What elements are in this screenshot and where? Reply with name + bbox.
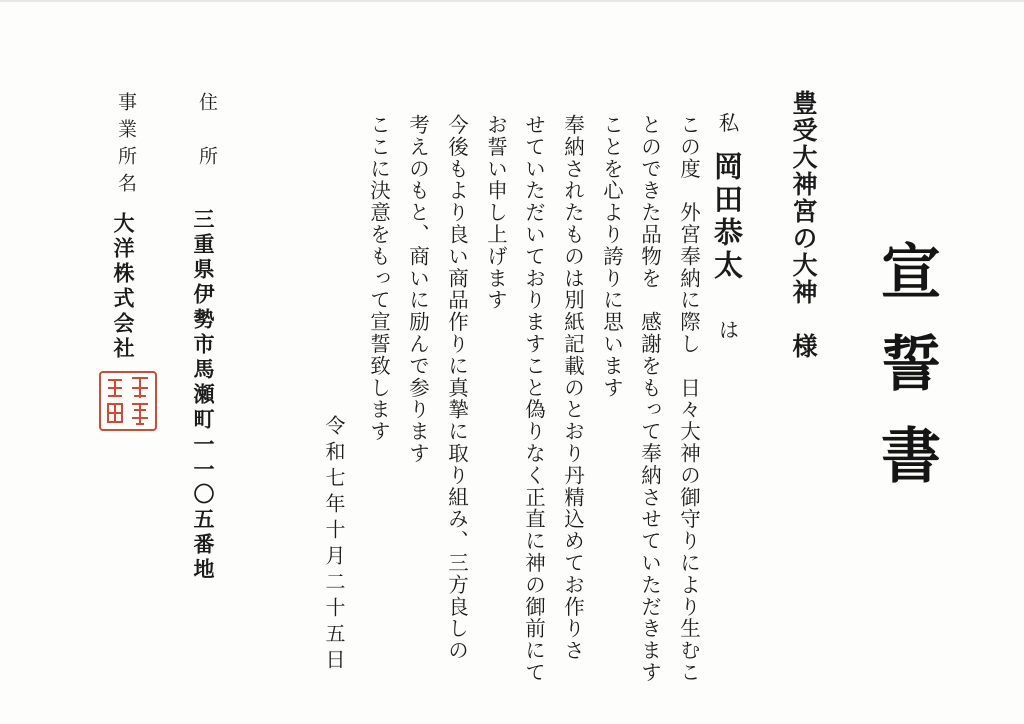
- body-line-8: 考えのもと、商いに励んで参ります: [405, 114, 430, 465]
- body-line-3: ことを心より誇りに思います: [599, 114, 624, 399]
- body-line-5: せていただいておりますこと偽りなく正直に神の御前にて: [521, 114, 546, 684]
- pledger-name: 岡田恭太: [710, 150, 744, 283]
- addressee: 豊受大神宮の大神 様: [789, 90, 818, 360]
- pledger-prefix: 私: [715, 112, 739, 133]
- body-line-6: お誓い申し上げます: [483, 114, 508, 312]
- address-label: 住 所: [196, 92, 218, 173]
- pledge-date: 令和七年十月二十五日: [322, 415, 346, 675]
- body-line-9: ここに決意をもって宣誓致します: [366, 114, 391, 443]
- document-title: 宣誓書: [871, 240, 941, 516]
- company-seal-stamp: [98, 370, 158, 432]
- body-line-1: この度 外宮奉納に際し 日々大神の御守りにより生むこ: [676, 114, 701, 684]
- pledger-line: [710, 112, 744, 339]
- body-line-4: 奉納されたものは別紙記載のとおり丹精込めてお作りさ: [560, 114, 585, 662]
- office-value: 大洋株式会社: [111, 212, 136, 362]
- address-value: 三重県伊勢市馬瀬町一一〇五番地: [191, 208, 216, 583]
- body-line-2: とのできた品物を 感謝をもって奉納させていただきます: [637, 114, 662, 684]
- body-line-7: 今後もより良い商品作りに真摯に取り組み、三方良しの: [444, 114, 469, 662]
- office-label: 事業所名: [115, 92, 137, 200]
- pledger-suffix: は: [715, 318, 739, 339]
- seal-glyph-strokes: [108, 378, 148, 424]
